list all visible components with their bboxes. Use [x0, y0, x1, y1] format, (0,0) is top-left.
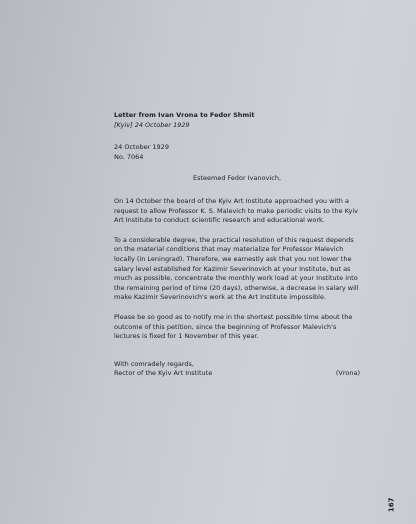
closing-block — [114, 360, 360, 379]
letter-date: 24 October 1929 — [114, 143, 169, 152]
closing-text: With comradely regards, — [114, 359, 194, 368]
paragraph-1: On 14 October the board of the Kyiv Art Institute approached you with a request to allow Professor K. S. Malevich to make periodic visits to the Kyiv Art Institute to conduct scientific research and educational work. — [114, 196, 358, 225]
letter-number: No. 7064 — [114, 152, 144, 161]
paragraph-3: Please be so good as to notify me in the shortest possible time about the outcome of this petition, since the beginning of Professor Malevich's lectures is fixed for 1 November of this year. — [114, 312, 353, 341]
paragraph-2: To a considerable degree, the practical resolution of this request depends on the material conditions that may materialize for Professor Malevich locally (in Leningrad). Therefore, we earnestly ask that you not lower the salary level established for Kazimir Severinovich at your Institute, but as much as possible, concentrate the monthly work load at your Institute into the remaining period of time (20 days), otherwise, a decrease in salary will make Kazimir Severinovich's work at the Art Institute impossible. — [114, 235, 359, 302]
date-block — [114, 143, 360, 162]
letter-title: Letter from Ivan Vrona to Fedor Shmit — [114, 111, 255, 119]
letter-subtitle: [Kyiv] 24 October 1929 — [114, 120, 190, 129]
letter-body — [114, 111, 360, 379]
signature-row — [114, 369, 360, 379]
page-number: 167 — [387, 497, 396, 513]
salutation: Esteemed Fedor Ivanovich, — [192, 174, 282, 183]
signature-name: (Vrona) — [335, 369, 360, 378]
signature-title: Rector of the Kyiv Art Institute — [114, 369, 213, 378]
